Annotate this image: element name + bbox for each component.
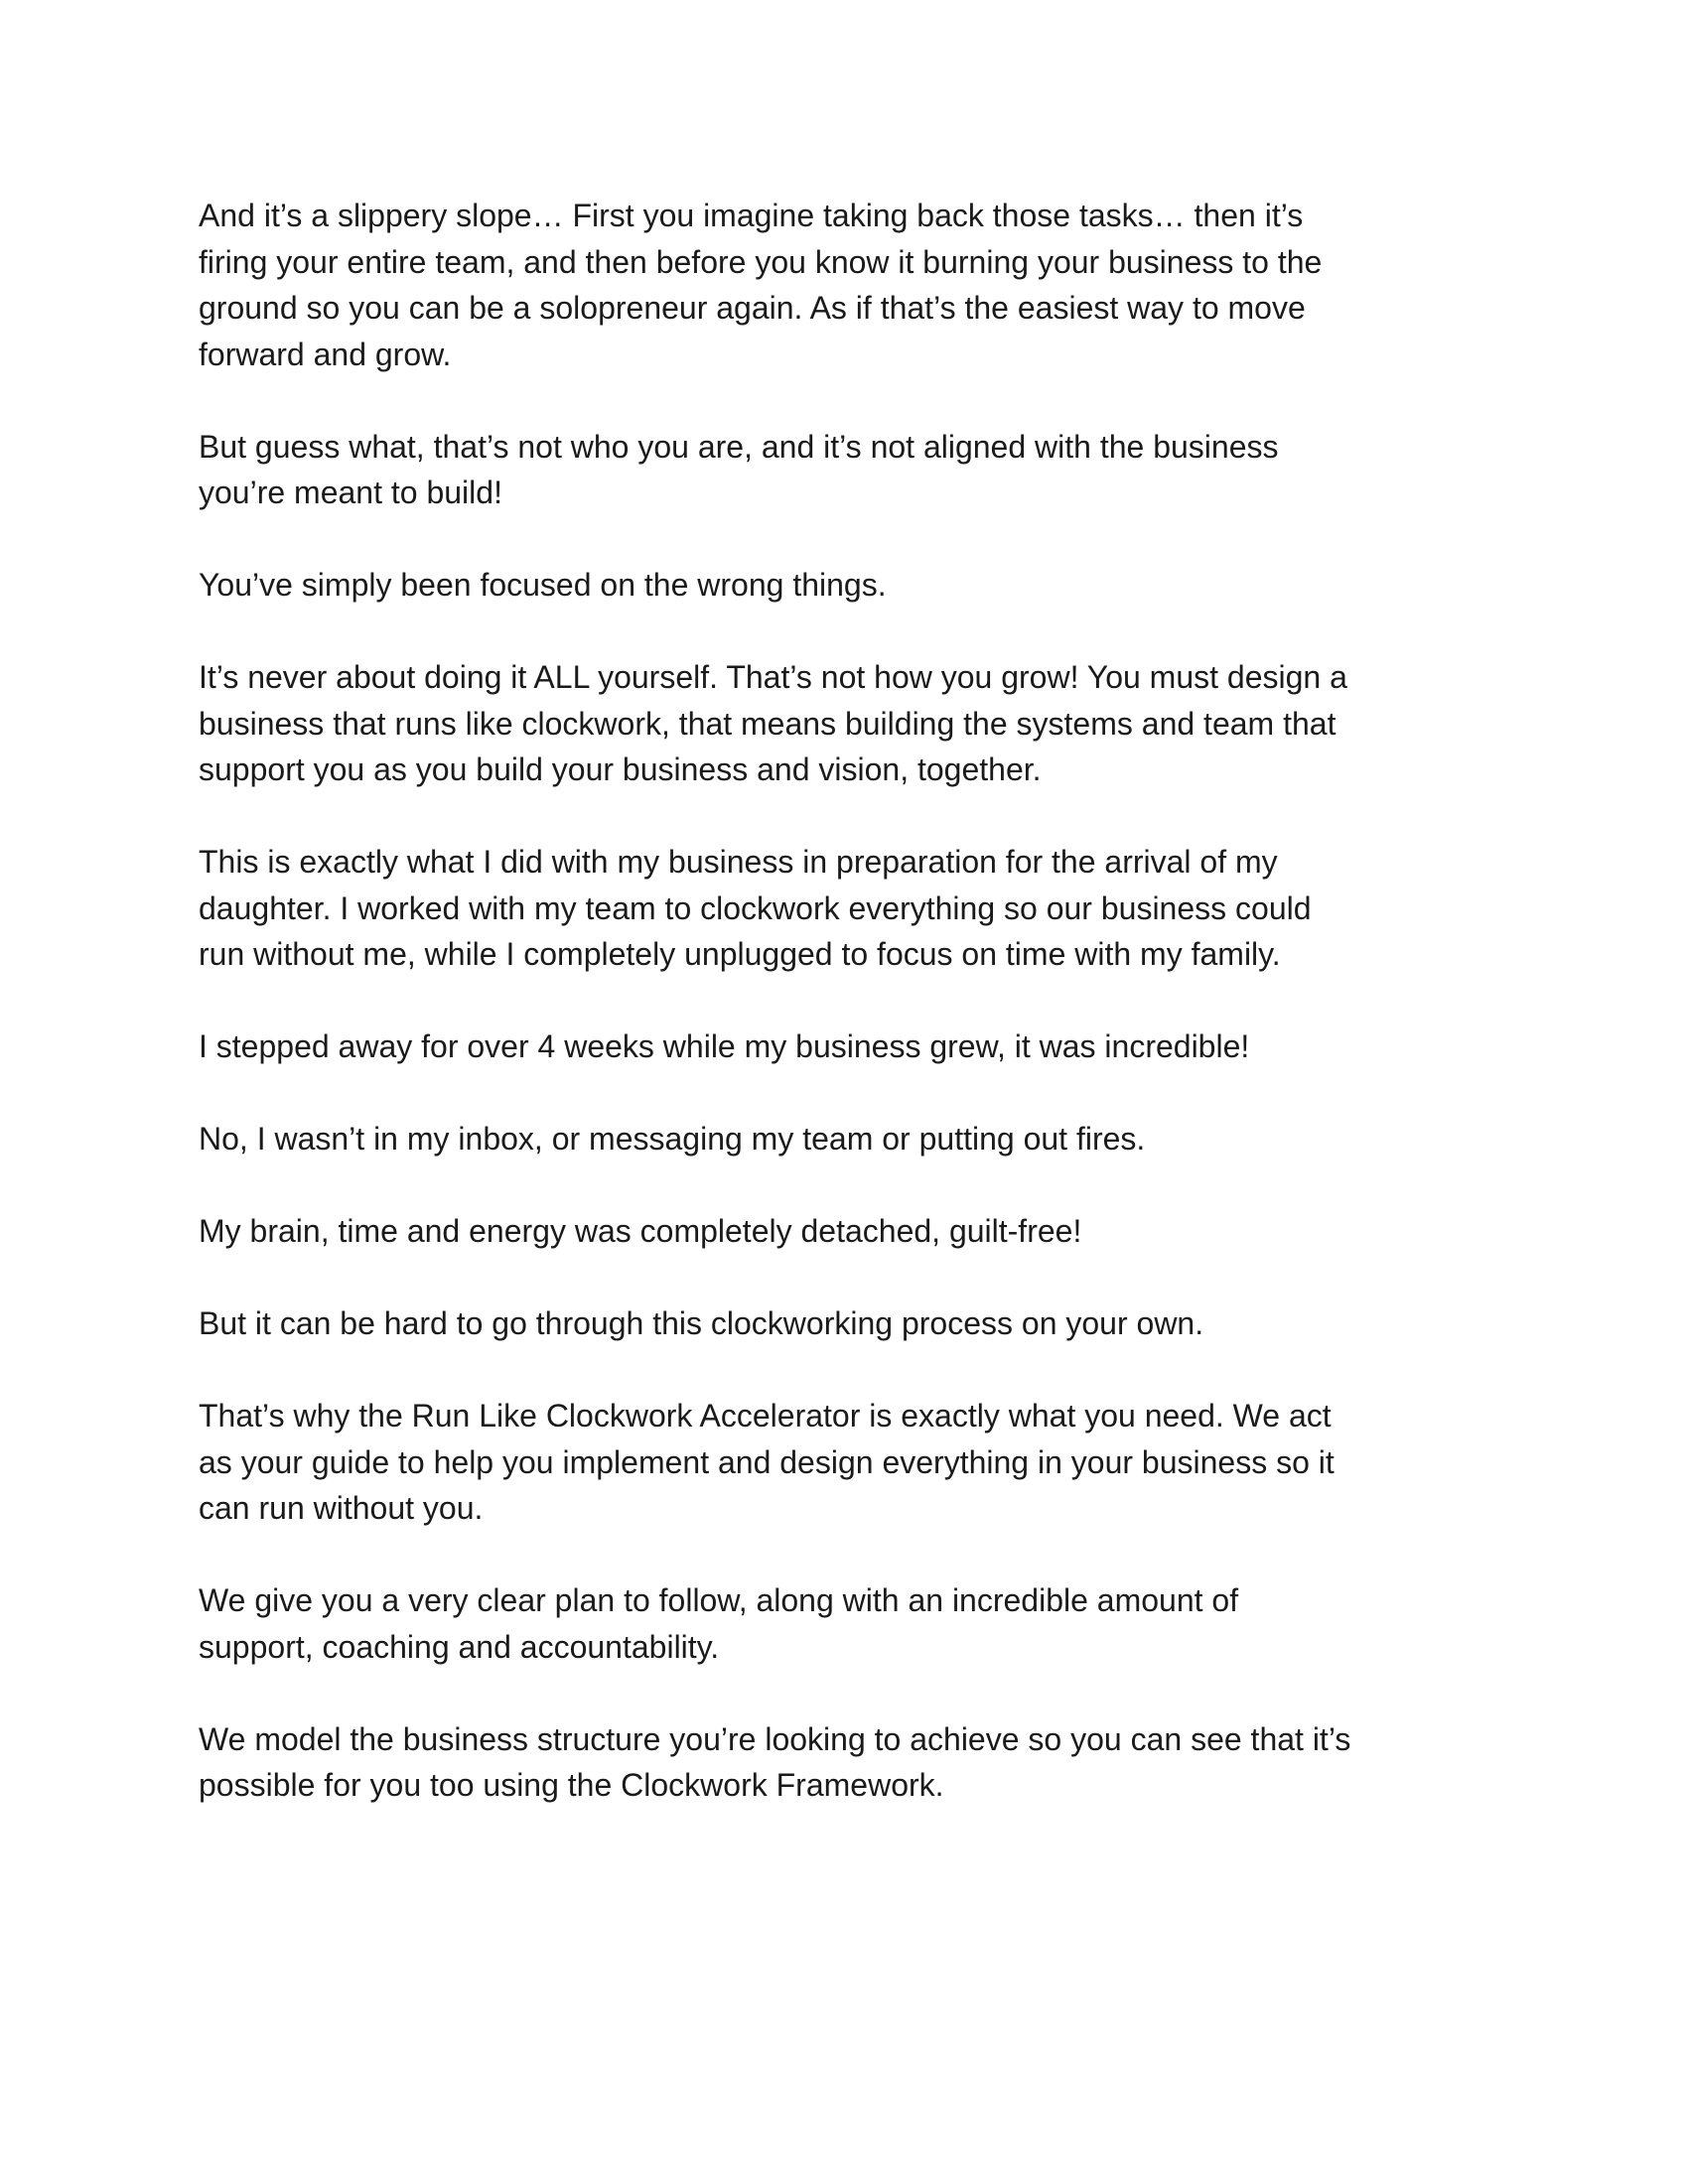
text-line: This is exactly what I did with my business in preparation for the arrival of my (199, 844, 1278, 880)
text-line: And it’s a slippery slope… First you imagine taking back those tasks… then it’s (199, 198, 1304, 233)
text-line: But guess what, that’s not who you are, and it’s not aligned with the business (199, 428, 1279, 465)
text-line: It’s never about doing it ALL yourself. That’s not how you grow! You must design a (199, 659, 1347, 695)
text-line: business that runs like clockwork, that means building the systems and team that (199, 705, 1336, 742)
text-line: firing your entire team, and then before you know it burning your business to the (199, 243, 1323, 280)
text-line: you’re meant to build! (199, 475, 502, 510)
text-line: ground so you can be a solopreneur again. As if that’s the easiest way to move (199, 290, 1306, 326)
text-line: support you as you build your business and vision, together. (199, 751, 1042, 787)
paragraph (199, 654, 1499, 793)
paragraph (199, 1577, 1499, 1670)
text-line: can run without you. (199, 1490, 484, 1526)
paragraph (199, 839, 1499, 978)
paragraph (199, 1300, 1499, 1347)
paragraph (199, 193, 1499, 377)
text-line: You’ve simply been focused on the wrong things. (199, 567, 887, 603)
text-line: I stepped away for over 4 weeks while my business grew, it was incredible! (199, 1028, 1250, 1064)
paragraph (199, 1716, 1499, 1809)
text-line: That’s why the Run Like Clockwork Accelerator is exactly what you need. We act (199, 1398, 1332, 1433)
text-line: support, coaching and accountability. (199, 1628, 720, 1665)
text-line: My brain, time and energy was completely detached, guilt-free! (199, 1213, 1082, 1249)
text-line: We model the business structure you’re looking to achieve so you can see that it’s (199, 1720, 1351, 1757)
text-line: possible for you too using the Clockwork Framework. (199, 1767, 944, 1803)
paragraph (199, 1393, 1499, 1532)
text-line: We give you a very clear plan to follow, along with an incredible amount of (199, 1582, 1239, 1618)
paragraph (199, 1116, 1499, 1162)
paragraph (199, 562, 1499, 609)
text-line: forward and grow. (199, 336, 452, 372)
text-line: as your guide to help you implement and design everything in your business so it (199, 1443, 1335, 1480)
paragraph (199, 424, 1499, 516)
text-line: But it can be hard to go through this clockworking process on your own. (199, 1305, 1204, 1341)
text-line: daughter. I worked with my team to clockwork everything so our business could (199, 889, 1312, 926)
paragraph (199, 1208, 1499, 1255)
text-line: No, I wasn’t in my inbox, or messaging my team or putting out fires. (199, 1121, 1146, 1157)
body-text (199, 193, 1499, 1809)
paragraph (199, 1024, 1499, 1070)
text-line: run without me, while I completely unplugged to focus on time with my family. (199, 936, 1281, 972)
